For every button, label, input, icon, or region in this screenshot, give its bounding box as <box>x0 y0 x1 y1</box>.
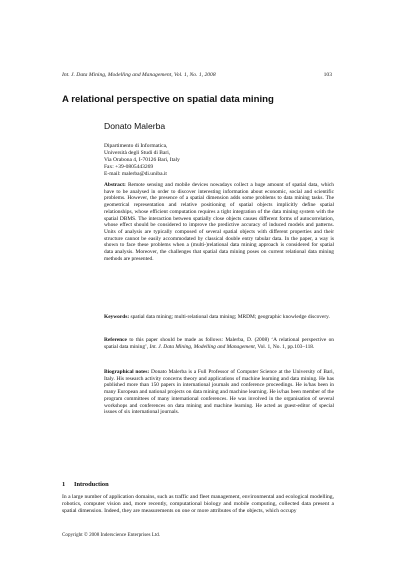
reference-label: Reference <box>104 337 127 343</box>
reference-text: to this paper should be made as follows: Malerba, D. (2008) ‘A relational perspective on spatial data mining’, <box>104 337 335 350</box>
copyright-footer: Copyright © 2008 Inderscience Enterprises Ltd. <box>62 532 161 538</box>
affiliation-email: E-mail: malerba@di.uniba.it <box>104 171 167 178</box>
bio-text: Donato Malerba is a Full Professor of Computer Science at the University of Bari, Italy. His research activity concerns theory and applications of machine learning and data mining. He has published more than 150 papers in international journals and conference proceedings. He is/has been in many European and national projects on data mining and machine learning. He is/has been member of the program committees of many international conferences. He was involved in the organisation of several workshops and conferences on data mining and machine learning. He acted as guest-editor of special issues of six international journals. <box>104 369 334 416</box>
bio-label: Biographical notes: <box>104 369 150 375</box>
citation-reference <box>104 337 334 350</box>
abstract <box>104 182 334 310</box>
abstract-text: Remote sensing and mobile devices nowadays collect a huge amount of spatial data, which have to be analysed in order to discover interesting information about economic, social and scientific problems. However, the presence of a spatial dimension adds some problems to data mining tasks. The geometrical representation and relative positioning of spatial objects implicitly define spatial relationships, whose efficient computation requires a tight integration of the data mining system with the spatial DBMS. The interaction between spatially close objects causes different forms of autocorrelation, whose effect should be considered to improve the predictive accuracy of induced models and patterns. Units of analysis are typically composed of several spatial objects with different properties and their structure cannot be easily accommodated by classical double entry tabular data. In the paper, a way is shown to face these problems when a (multi-)relational data mining approach is considered for spatial data analysis. Moreover, the challenges that spatial data mining poses on current relational data mining methods are presented. <box>104 182 334 262</box>
affiliation-fax: Fax: +39-0805443269 <box>104 164 154 171</box>
keywords <box>104 314 334 321</box>
affiliation-line: Dipartimento di Informatica, <box>104 143 168 149</box>
affiliation-line: Via Orabona 4, I-70126 Bari, Italy <box>104 157 180 164</box>
reference-journal: Int. J. Data Mining, Modelling and Management, <box>149 343 257 350</box>
section-heading <box>62 481 262 489</box>
abstract-label: Abstract: <box>104 182 126 188</box>
reference-volume: Vol. 1, No. 1, pp.103–118. <box>257 343 315 350</box>
author-name: Donato Malerba <box>104 121 166 131</box>
author-affiliation <box>104 143 344 178</box>
section-number: 1 <box>62 481 66 488</box>
section-title: Introduction <box>74 481 109 488</box>
page-number: 103 <box>323 72 332 78</box>
section-body: In a large number of application domains, such as traffic and fleet management, environmental and ecological modelling, robotics, computer vision and, more recently, computational biology and mobile computing, collected data present a spatial dimension. Indeed, they are measurements on one or more attributes of the objects, which occupy <box>62 494 334 514</box>
keywords-text: spatial data mining; multi-relational data mining; MRDM; geographic knowledge discovery. <box>130 314 330 320</box>
biographical-notes <box>104 369 334 451</box>
keywords-label: Keywords: <box>104 314 130 320</box>
paper-title: A relational perspective on spatial data mining <box>62 94 274 105</box>
running-header-journal: Int. J. Data Mining, Modelling and Management, Vol. 1, No. 1, 2008 <box>62 72 216 78</box>
affiliation-line: Università degli Studi di Bari, <box>104 150 171 157</box>
